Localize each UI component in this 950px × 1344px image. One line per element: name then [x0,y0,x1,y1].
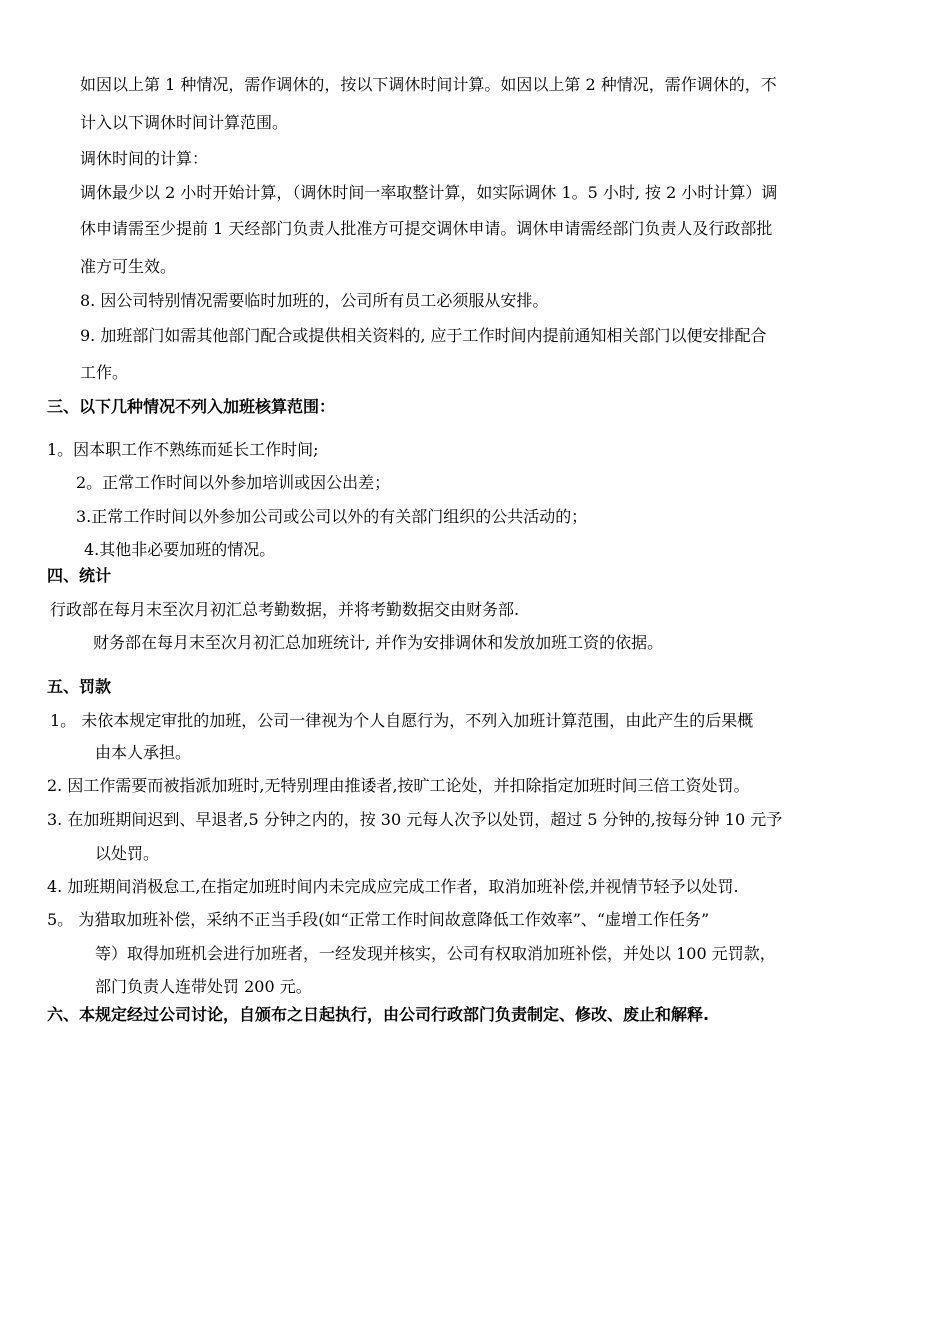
list-item: 2。正常工作时间以外参加培训或因公出差； [76,473,391,492]
section-heading: 五、罚款 [47,677,112,696]
list-item: 由本人承担。 [95,743,192,762]
list-item: 部门负责人连带处罚 200 元。 [95,977,312,996]
paragraph-line: 调休时间的计算： [80,149,209,168]
list-item: 5。 为猎取加班补偿，采纳不正当手段(如“正常工作时间故意降低工作效率”、“虚增工作任务” [47,910,710,929]
paragraph-line: 如因以上第 1 种情况，需作调休的，按以下调休时间计算。如因以上第 2 种情况，需作调休的，不 [80,75,777,94]
list-item: 以处罚。 [95,844,160,863]
list-item: 4. 加班期间消极怠工,在指定加班时间内未完成应完成工作者，取消加班补偿,并视情节轻予以处罚. [47,877,739,896]
list-item: 4.其他非必要加班的情况。 [84,540,276,559]
list-item: 等）取得加班机会进行加班者，一经发现并核实，公司有权取消加班补偿，并处以 100 元罚款， [95,944,776,963]
section-heading: 六、本规定经过公司讨论，自颁布之日起执行，由公司行政部门负责制定、修改、废止和解释. [47,1005,710,1024]
list-item: 1。因本职工作不熟练而延长工作时间; [47,440,319,459]
list-item: 9. 加班部门如需其他部门配合或提供相关资料的, 应于工作时间内提前通知相关部门以便安排配合 [80,326,767,345]
list-item: 8. 因公司特别情况需要临时加班的，公司所有员工必须服从安排。 [80,291,549,310]
paragraph-line: 准方可生效。 [80,257,177,276]
list-item: 2. 因工作需要而被指派加班时,无特别理由推诿者,按旷工论处，并扣除指定加班时间三倍工资处罚。 [47,776,750,795]
paragraph-line: 计入以下调休时间计算范围。 [80,113,289,132]
list-item: 3. 在加班期间迟到、早退者,5 分钟之内的，按 30 元每人次予以处罚，超过 5 分钟的,按每分钟 10 元予 [47,810,783,829]
paragraph-line: 休申请需至少提前 1 天经部门负责人批准方可提交调休申请。调休申请需经部门负责人及行政部批 [80,219,773,238]
list-item: 3.正常工作时间以外参加公司或公司以外的有关部门组织的公共活动的； [76,507,588,526]
list-item: 工作。 [80,363,129,382]
section-heading: 三、以下几种情况不列入加班核算范围： [47,397,336,416]
paragraph-line: 财务部在每月末至次月初汇总加班统计, 并作为安排调休和发放加班工资的依据。 [93,633,664,652]
paragraph-line: 行政部在每月末至次月初汇总考勤数据，并将考勤数据交由财务部. [50,600,520,619]
paragraph-line: 调休最少以 2 小时开始计算，（调休时间一率取整计算，如实际调休 1。5 小时, 按 2 小时计算）调 [80,183,778,202]
list-item: 1。 未依本规定审批的加班，公司一律视为个人自愿行为，不列入加班计算范围，由此产生的后果概 [50,711,754,730]
section-heading: 四、统计 [47,566,112,585]
